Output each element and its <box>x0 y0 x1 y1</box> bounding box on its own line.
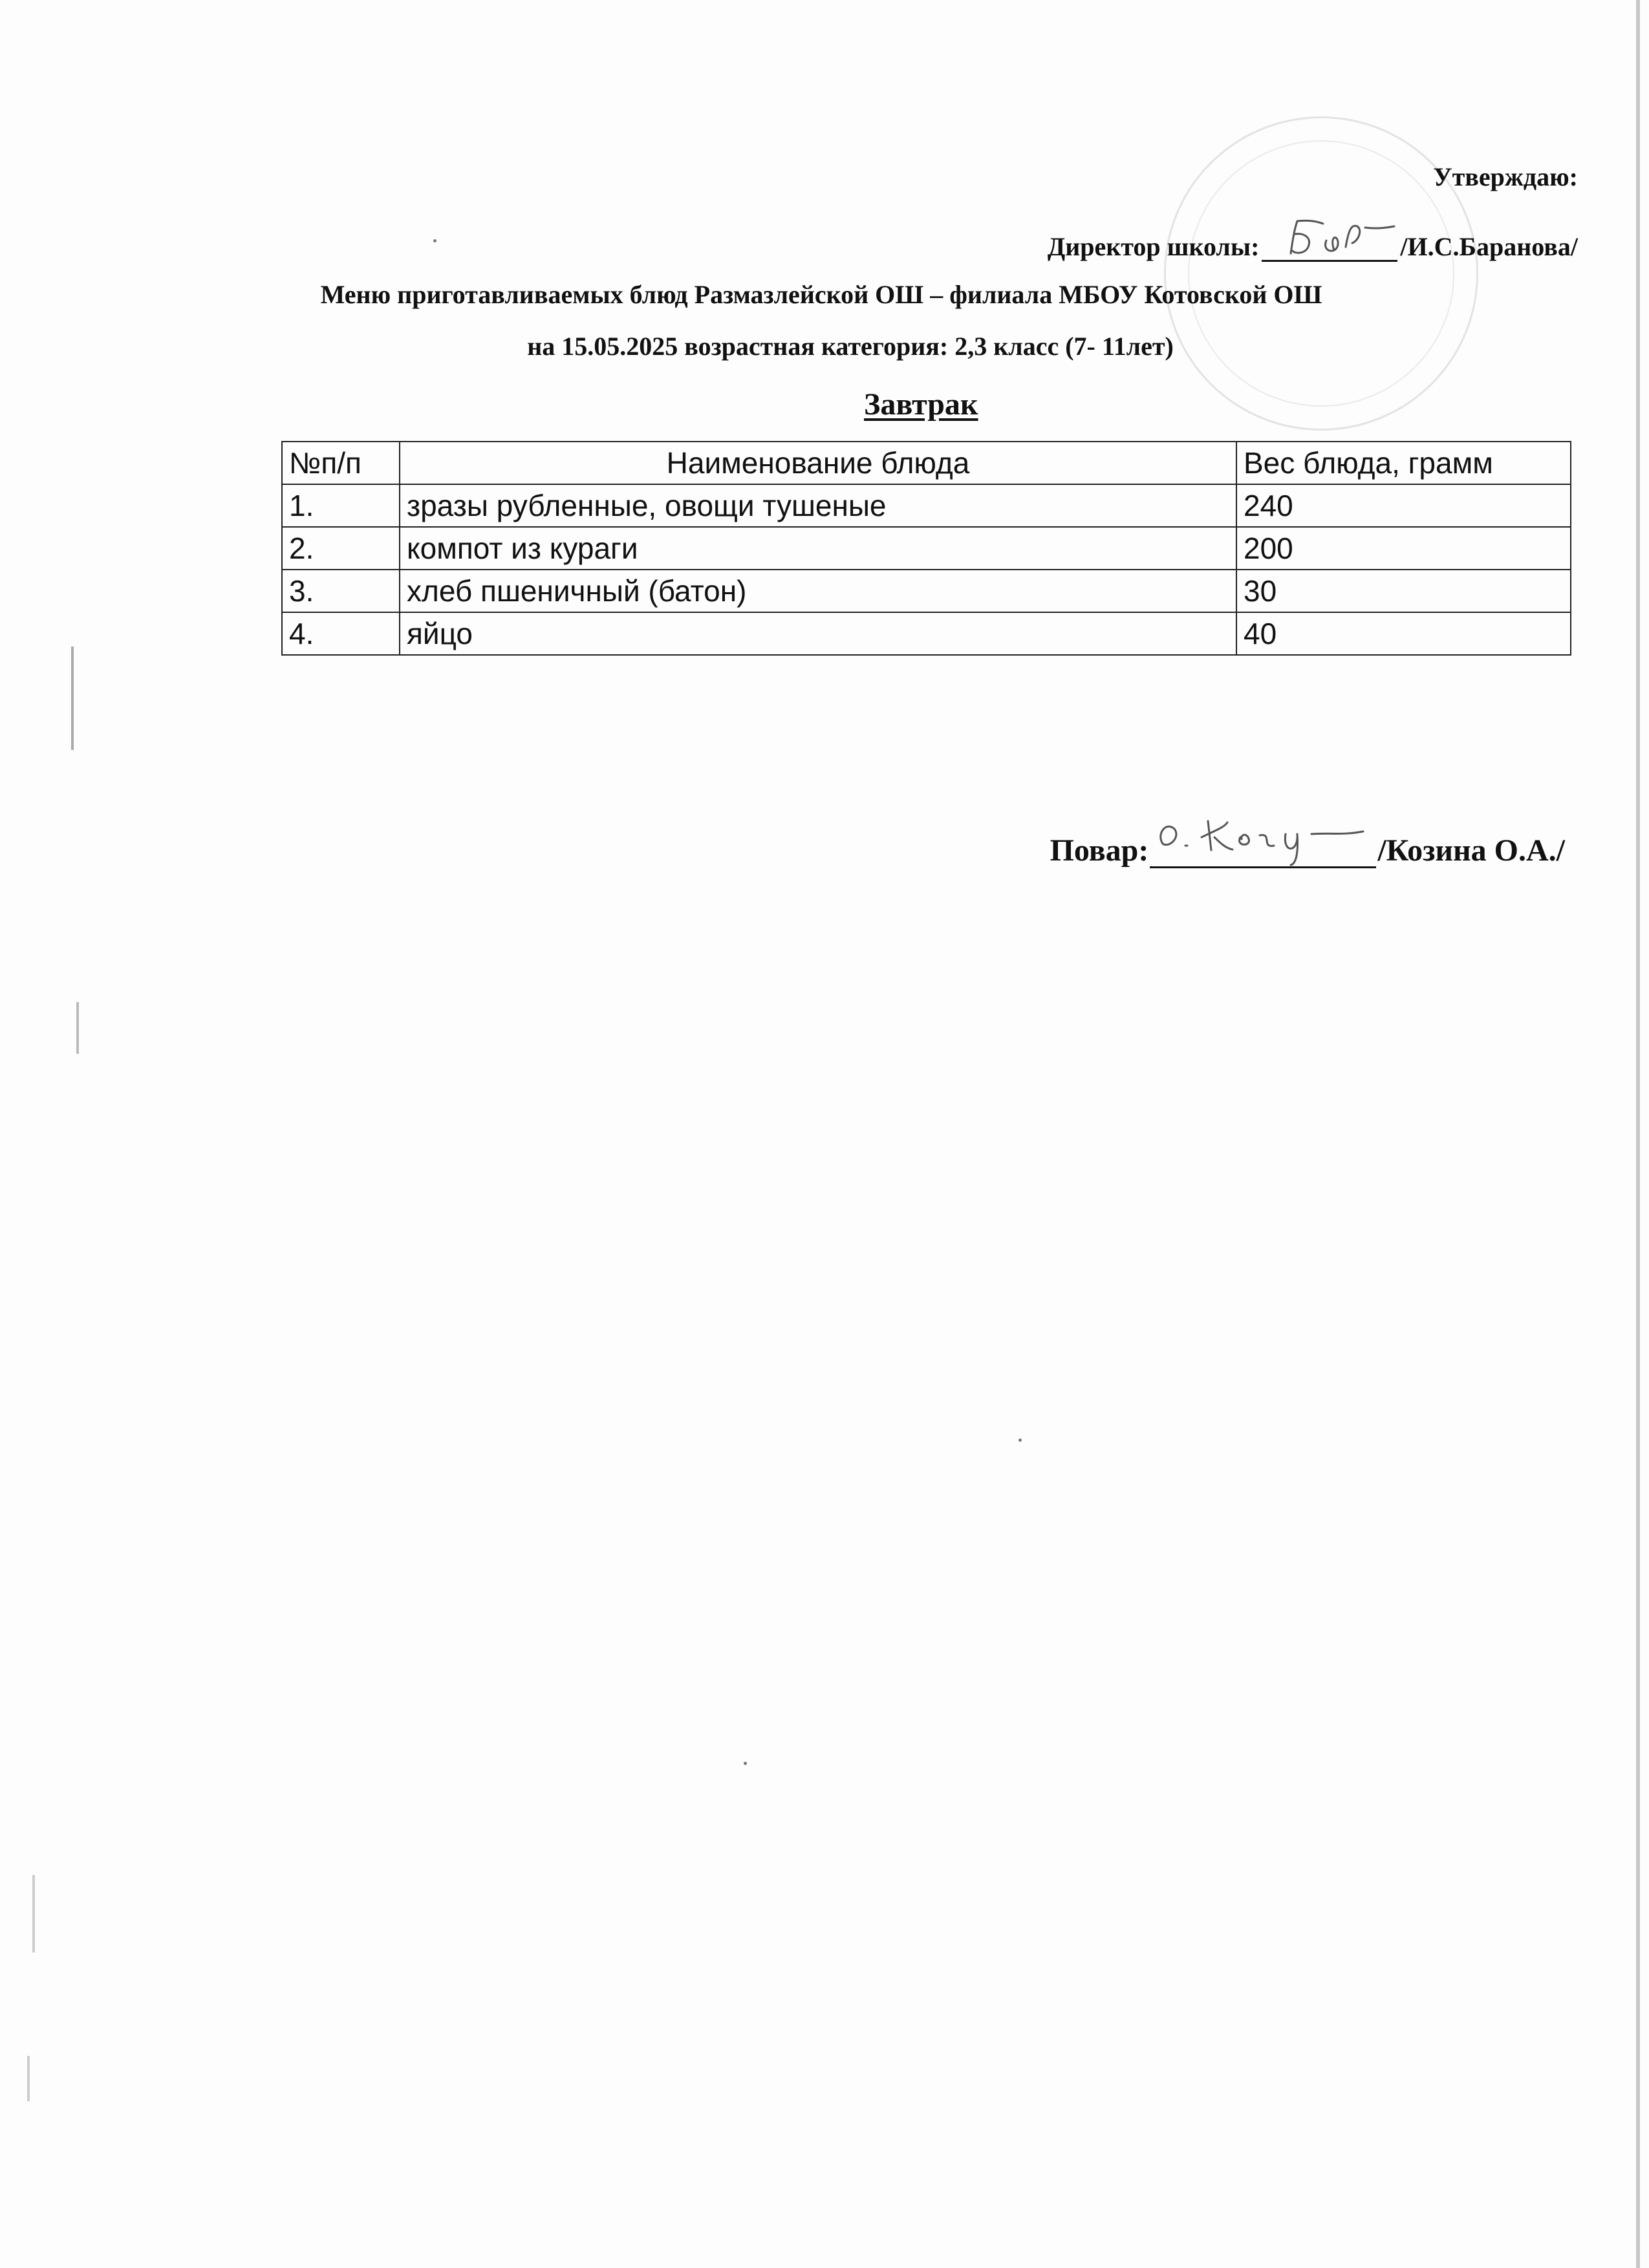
approval-title: Утверждаю: <box>1433 162 1578 191</box>
director-signature <box>1262 215 1397 262</box>
dish-name: компот из кураги <box>400 527 1236 570</box>
cook-name: /Козина О.А./ <box>1377 833 1565 868</box>
faded-stamp <box>1164 116 1478 431</box>
dish-weight: 40 <box>1236 612 1571 655</box>
scan-artifact <box>1636 0 1640 2268</box>
cook-signature-line <box>1050 815 1565 868</box>
scan-artifact <box>433 239 436 242</box>
scan-artifact <box>71 647 74 750</box>
cook-label: Повар: <box>1050 833 1149 868</box>
dish-weight: 240 <box>1236 484 1571 527</box>
dish-name: хлеб пшеничный (батон) <box>400 570 1236 612</box>
director-name: /И.С.Баранова/ <box>1400 232 1578 261</box>
scan-artifact <box>76 1002 79 1054</box>
scan-artifact <box>744 1762 747 1765</box>
menu-table <box>281 441 1571 656</box>
menu-title-line-2: на 15.05.2025 возрастная категория: 2,3 класс (7- 11лет) <box>527 332 1174 361</box>
row-number: 3. <box>282 570 400 612</box>
row-number: 2. <box>282 527 400 570</box>
table-row <box>282 612 1571 655</box>
cook-signature <box>1150 815 1376 868</box>
director-label: Директор школы: <box>1047 232 1260 261</box>
row-number: 1. <box>282 484 400 527</box>
column-header-dish: Наименование блюда <box>400 442 1236 484</box>
column-header-number: №п/п <box>282 442 400 484</box>
director-signature-line <box>1048 215 1578 262</box>
column-header-weight: Вес блюда, грамм <box>1236 442 1571 484</box>
dish-weight: 30 <box>1236 570 1571 612</box>
table-row <box>282 570 1571 612</box>
dish-name: зразы рубленные, овощи тушеные <box>400 484 1236 527</box>
table-row <box>282 484 1571 527</box>
scan-artifact <box>1018 1439 1022 1442</box>
dish-weight: 200 <box>1236 527 1571 570</box>
meal-title: Завтрак <box>864 387 978 422</box>
menu-title-line-1: Меню приготавливаемых блюд Размазлейской ОШ – филиала МБОУ Котовской ОШ <box>320 280 1322 309</box>
table-header-row <box>282 442 1571 484</box>
scan-artifact <box>27 2056 30 2101</box>
dish-name: яйцо <box>400 612 1236 655</box>
table-row <box>282 527 1571 570</box>
scan-artifact <box>32 1875 35 1952</box>
row-number: 4. <box>282 612 400 655</box>
